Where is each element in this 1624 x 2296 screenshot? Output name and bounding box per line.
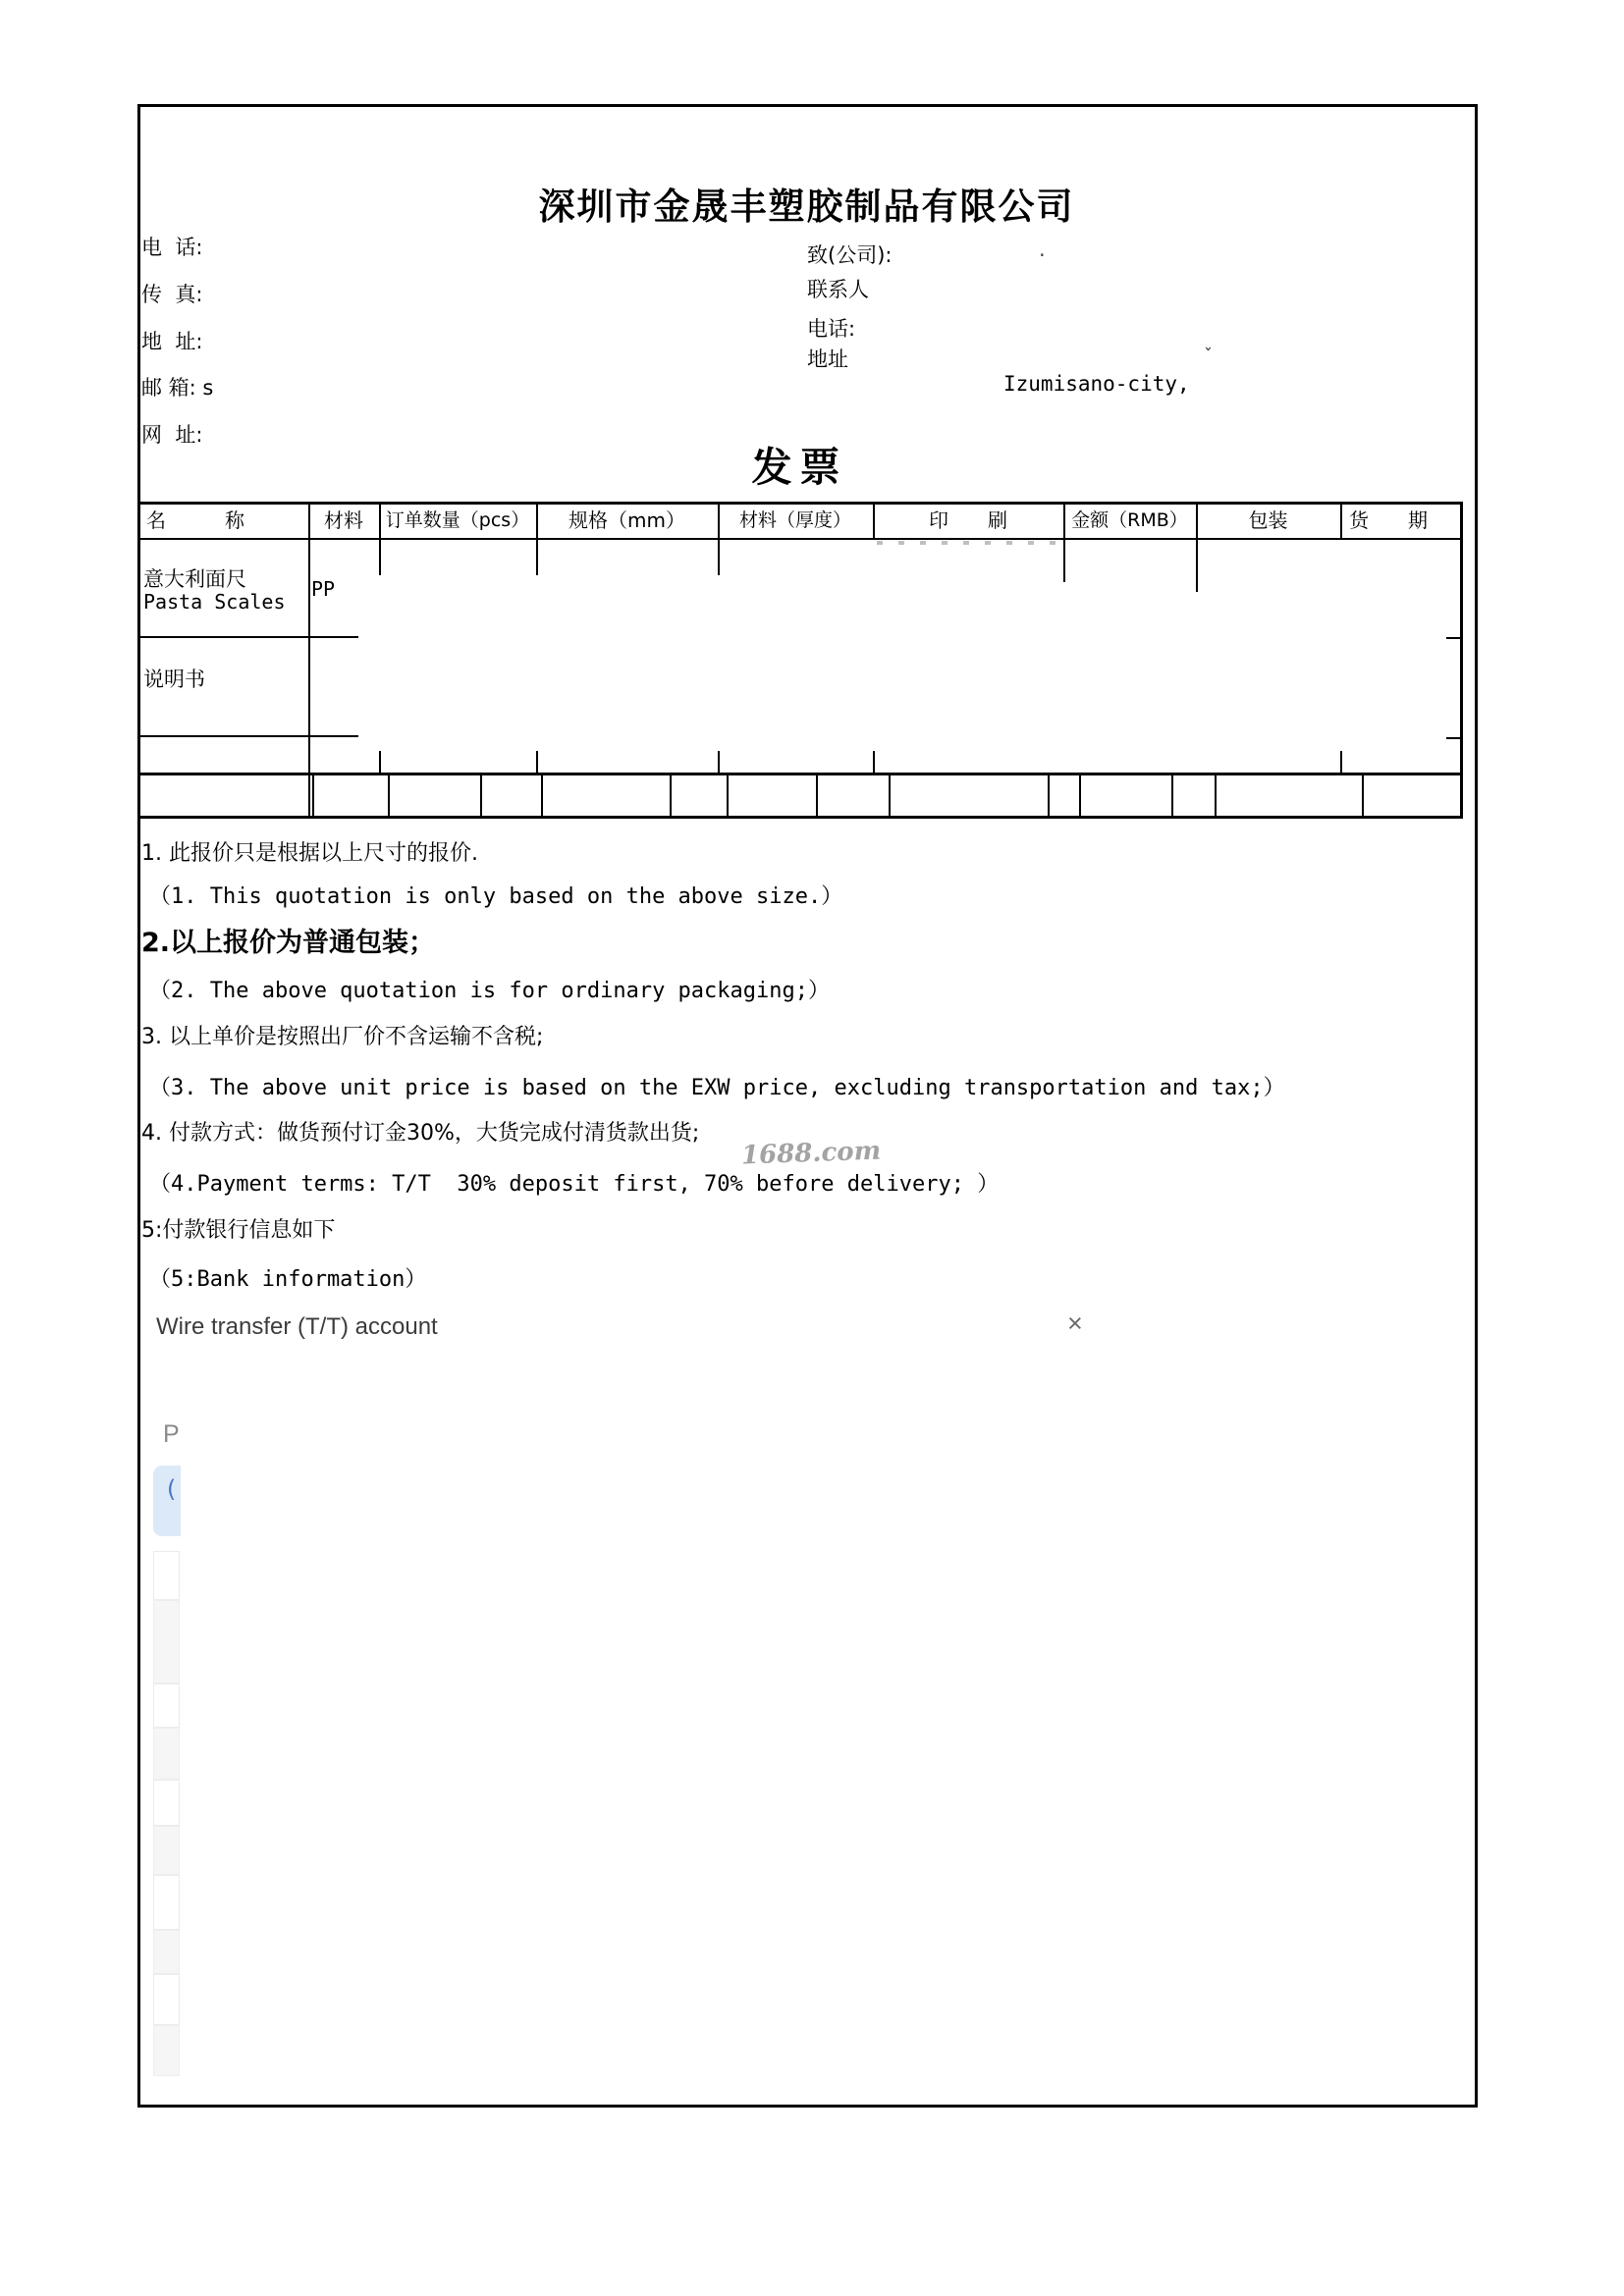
caret-mark: ˇ (1204, 346, 1213, 366)
grid-stub (536, 751, 538, 773)
watermark-1688: 1688.com (740, 1136, 882, 1171)
list-cell (153, 1875, 180, 1930)
row1-material: PP (311, 577, 336, 601)
list-cell (153, 1728, 180, 1780)
label-to-address: 地址 (807, 347, 848, 371)
table-border-bottom (137, 816, 1462, 819)
grid-line (1048, 773, 1050, 816)
row-divider (137, 735, 358, 737)
note-line: （4.Payment terms: T/T 30% deposit first, 70% before delivery; ） (149, 1172, 1000, 1197)
list-cell (153, 1780, 180, 1826)
note-line: （3. The above unit price is based on the EXW price, excluding transportation and tax;） (149, 1076, 1285, 1100)
label-contact-person: 联系人 (807, 278, 869, 301)
label-address: 地 址: (141, 330, 203, 353)
grid-line (1362, 773, 1364, 816)
list-cell (153, 2025, 180, 2076)
col-header-print: 印 刷 (929, 508, 1007, 532)
to-company-dot: . (1039, 238, 1046, 261)
list-cell (153, 1930, 180, 1974)
grid-line (1215, 773, 1217, 816)
grid-line (388, 773, 390, 816)
grid-stub (379, 538, 381, 575)
list-cell (153, 1826, 180, 1875)
clipped-text-fragment: P (163, 1420, 180, 1448)
note-line: 1. 此报价只是根据以上尺寸的报价. (141, 841, 478, 866)
grid-stub (718, 751, 720, 773)
note-line: 5:付款银行信息如下 (141, 1218, 336, 1243)
row-divider (137, 636, 358, 638)
grid-line (727, 773, 729, 816)
grid-stub (1196, 538, 1198, 592)
row2-name-cn: 说明书 (143, 667, 205, 691)
grid-line (1171, 773, 1173, 816)
list-cell (153, 1974, 180, 2025)
grid-line (541, 773, 543, 816)
col-header-name: 名 称 (146, 508, 244, 532)
faint-text-smudge (877, 541, 1063, 545)
label-to-company: 致(公司): (807, 243, 893, 267)
company-title: 深圳市金晟丰塑胶制品有限公司 (538, 186, 1075, 228)
grid-line (480, 773, 482, 816)
label-fax: 传 真: (141, 283, 203, 306)
page-border-top (137, 104, 1478, 107)
list-cell (153, 1600, 180, 1683)
page-border-left (137, 104, 140, 2108)
list-cell (153, 1683, 180, 1728)
col-header-amount: 金额（RMB） (1071, 509, 1188, 531)
page-border-right (1475, 104, 1478, 2108)
col-header-packing: 包装 (1248, 508, 1288, 532)
list-cell (153, 1551, 180, 1600)
label-phone: 电 话: (141, 236, 203, 259)
dialog-title: Wire transfer (T/T) account (156, 1313, 438, 1340)
grid-stub (1340, 751, 1342, 773)
col-header-qty: 订单数量（pcs） (385, 509, 530, 531)
grid-line (670, 773, 672, 816)
note-line: 2.以上报价为普通包装； (141, 928, 436, 958)
table-line (137, 773, 1462, 775)
grid-line (816, 773, 818, 816)
grid-line (1079, 773, 1081, 816)
note-line: 4. 付款方式：做货预付订金30%，大货完成付清货款出货; (141, 1121, 700, 1146)
clipped-paren-fragment: ( (164, 1475, 179, 1503)
note-line: （2. The above quotation is for ordinary packaging;） (149, 979, 831, 1003)
grid-stub (379, 751, 381, 773)
col-header-thickness: 材料（厚度） (738, 509, 851, 531)
col-header-spec: 规格（mm） (568, 508, 685, 532)
note-line: （5:Bank information） (149, 1267, 427, 1292)
to-address-value: Izumisano-city, (1003, 372, 1190, 396)
grid-line (308, 538, 310, 818)
page-border-bottom (137, 2105, 1478, 2108)
close-icon[interactable]: × (1067, 1308, 1083, 1338)
row1-name-cn: 意大利面尺 (143, 567, 246, 591)
tick-mark (1446, 737, 1462, 739)
table-border-right (1460, 502, 1463, 819)
label-website: 网 址: (141, 423, 203, 447)
grid-line (312, 773, 314, 816)
doc-title: 发票 (751, 444, 848, 491)
grid-stub (718, 538, 720, 575)
label-email: 邮 箱: s (141, 376, 214, 400)
tick-mark (1446, 637, 1462, 639)
col-header-leadtime: 货 期 (1349, 508, 1428, 532)
row1-name-en: Pasta Scales (143, 590, 286, 614)
grid-stub (536, 538, 538, 575)
note-line: （1. This quotation is only based on the above size.） (149, 884, 843, 909)
note-line: 3. 以上单价是按照出厂价不含运输不含税; (141, 1025, 544, 1049)
grid-stub (1063, 538, 1065, 582)
col-header-material: 材料 (324, 508, 363, 532)
grid-stub (873, 751, 875, 773)
grid-line (889, 773, 891, 816)
label-to-phone: 电话: (807, 317, 856, 341)
